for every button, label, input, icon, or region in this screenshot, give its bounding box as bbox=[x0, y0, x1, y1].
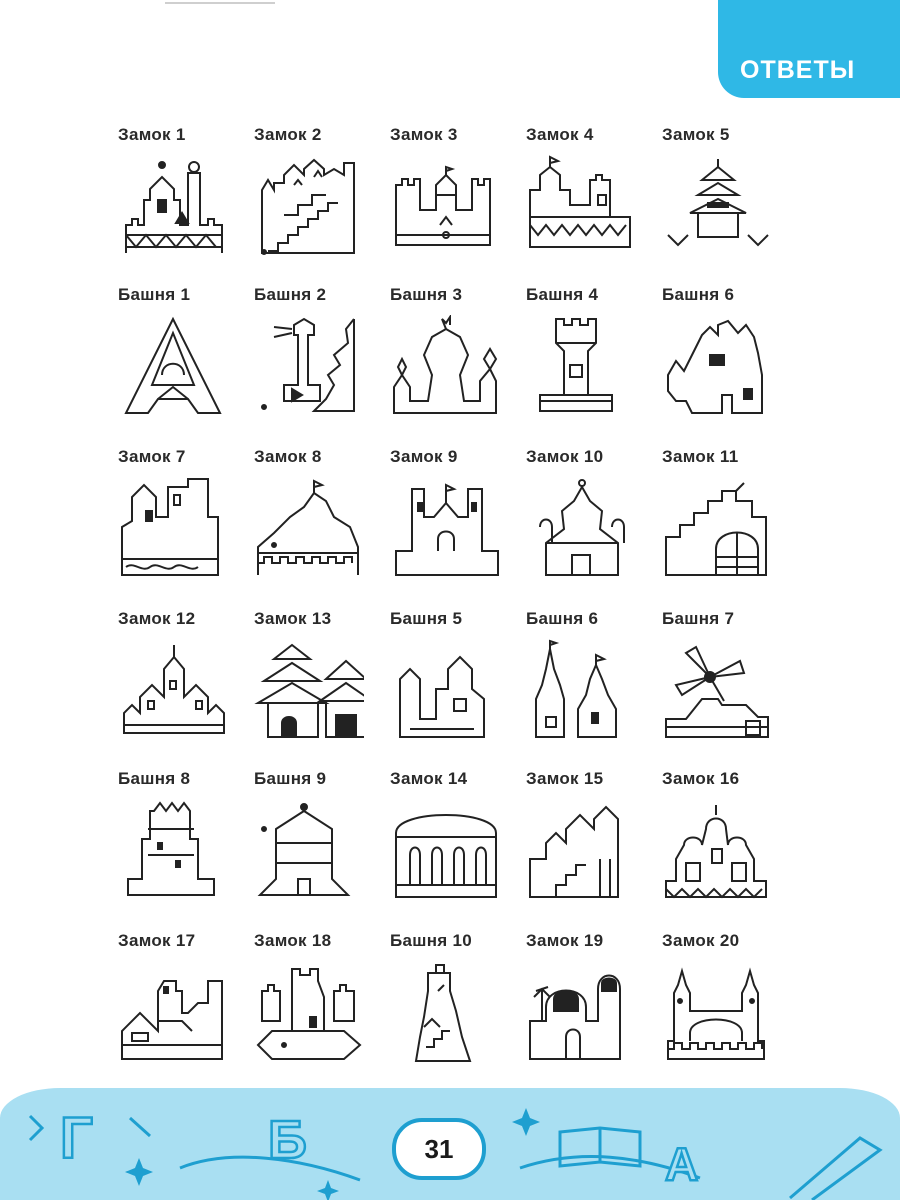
answer-item bbox=[108, 447, 244, 607]
answer-item bbox=[108, 285, 244, 445]
item-label: Замок 15 bbox=[526, 769, 604, 788]
answer-item bbox=[244, 609, 380, 769]
item-label: Замок 18 bbox=[254, 931, 332, 950]
tower-drawing bbox=[526, 315, 636, 420]
item-label: Замок 11 bbox=[662, 447, 739, 466]
star-icon bbox=[317, 1180, 339, 1200]
item-label: Замок 7 bbox=[118, 447, 186, 466]
castle-drawing bbox=[118, 639, 228, 744]
item-label: Башня 3 bbox=[390, 285, 463, 304]
answer-item bbox=[380, 125, 516, 285]
item-label: Замок 2 bbox=[254, 125, 322, 144]
castle-drawing bbox=[526, 477, 636, 582]
item-label: Башня 2 bbox=[254, 285, 327, 304]
item-label: Замок 8 bbox=[254, 447, 322, 466]
answer-item bbox=[108, 769, 244, 929]
answer-item bbox=[244, 125, 380, 285]
castle-drawing bbox=[118, 155, 228, 260]
answer-item bbox=[380, 931, 516, 1091]
item-label: Башня 10 bbox=[390, 931, 473, 950]
castle-drawing bbox=[118, 477, 228, 582]
item-label: Замок 19 bbox=[526, 931, 604, 950]
answer-item bbox=[652, 609, 788, 769]
answer-item bbox=[516, 285, 652, 445]
tower-drawing bbox=[390, 315, 500, 420]
answer-item bbox=[652, 125, 788, 285]
answer-item bbox=[108, 125, 244, 285]
castle-drawing bbox=[526, 961, 636, 1066]
castle-drawing bbox=[662, 477, 772, 582]
item-label: Замок 3 bbox=[390, 125, 458, 144]
item-label: Замок 5 bbox=[662, 125, 730, 144]
tower-drawing bbox=[254, 315, 364, 420]
letter-a: А bbox=[665, 1138, 699, 1190]
castle-drawing bbox=[390, 155, 500, 260]
answer-item bbox=[244, 931, 380, 1091]
tower-drawing bbox=[118, 315, 228, 420]
page-number-badge bbox=[392, 1118, 486, 1180]
windmill-drawing bbox=[662, 639, 772, 744]
tower-drawing bbox=[118, 799, 228, 904]
answer-item bbox=[108, 609, 244, 769]
tower-drawing bbox=[526, 639, 636, 744]
star-icon bbox=[125, 1158, 153, 1186]
answer-item bbox=[652, 769, 788, 929]
item-label: Замок 20 bbox=[662, 931, 740, 950]
castle-drawing bbox=[118, 961, 228, 1066]
answers-tab-label: ОТВЕТЫ bbox=[740, 56, 856, 84]
castle-drawing bbox=[390, 477, 500, 582]
item-label: Замок 9 bbox=[390, 447, 458, 466]
page-number: 31 bbox=[424, 1134, 454, 1164]
item-label: Замок 1 bbox=[118, 125, 186, 144]
star-icon bbox=[512, 1108, 540, 1136]
answer-item bbox=[516, 609, 652, 769]
answer-item bbox=[244, 769, 380, 929]
item-label: Замок 13 bbox=[254, 609, 332, 628]
castle-drawing bbox=[526, 799, 636, 904]
item-label: Замок 17 bbox=[118, 931, 196, 950]
item-label: Замок 10 bbox=[526, 447, 604, 466]
tower-drawing bbox=[390, 639, 500, 744]
item-label: Башня 4 bbox=[526, 285, 599, 304]
answer-item bbox=[652, 447, 788, 607]
castle-drawing bbox=[254, 961, 364, 1066]
item-label: Замок 16 bbox=[662, 769, 740, 788]
item-label: Башня 7 bbox=[662, 609, 735, 628]
castle-drawing bbox=[254, 639, 364, 744]
letter-b: Б bbox=[268, 1110, 307, 1170]
castle-drawing bbox=[254, 155, 364, 260]
castle-drawing bbox=[662, 961, 772, 1066]
answer-item bbox=[652, 285, 788, 445]
answer-item bbox=[380, 609, 516, 769]
answer-item bbox=[380, 285, 516, 445]
item-label: Башня 1 bbox=[118, 285, 191, 304]
answer-item bbox=[516, 931, 652, 1091]
castle-drawing bbox=[526, 155, 636, 260]
answer-item bbox=[108, 931, 244, 1091]
castle-drawing bbox=[662, 799, 772, 904]
item-label: Башня 6 bbox=[526, 609, 599, 628]
item-label: Башня 9 bbox=[254, 769, 327, 788]
answer-item bbox=[380, 447, 516, 607]
letter-g: Г bbox=[60, 1106, 93, 1171]
answer-item bbox=[516, 769, 652, 929]
item-label: Замок 14 bbox=[390, 769, 468, 788]
answer-item bbox=[652, 931, 788, 1091]
castle-drawing bbox=[254, 477, 364, 582]
answers-tab bbox=[718, 0, 900, 98]
answer-item bbox=[516, 125, 652, 285]
answer-item bbox=[244, 285, 380, 445]
tower-drawing bbox=[390, 961, 500, 1066]
item-label: Башня 5 bbox=[390, 609, 463, 628]
item-label: Башня 8 bbox=[118, 769, 191, 788]
tower-drawing bbox=[254, 799, 364, 904]
item-label: Башня 6 bbox=[662, 285, 735, 304]
answer-item bbox=[244, 447, 380, 607]
top-edge-line bbox=[165, 2, 275, 8]
item-label: Замок 4 bbox=[526, 125, 594, 144]
item-label: Замок 12 bbox=[118, 609, 196, 628]
tower-drawing bbox=[662, 315, 772, 420]
castle-drawing bbox=[390, 799, 500, 904]
answer-item bbox=[516, 447, 652, 607]
castle-drawing bbox=[662, 155, 772, 260]
answer-item bbox=[380, 769, 516, 929]
